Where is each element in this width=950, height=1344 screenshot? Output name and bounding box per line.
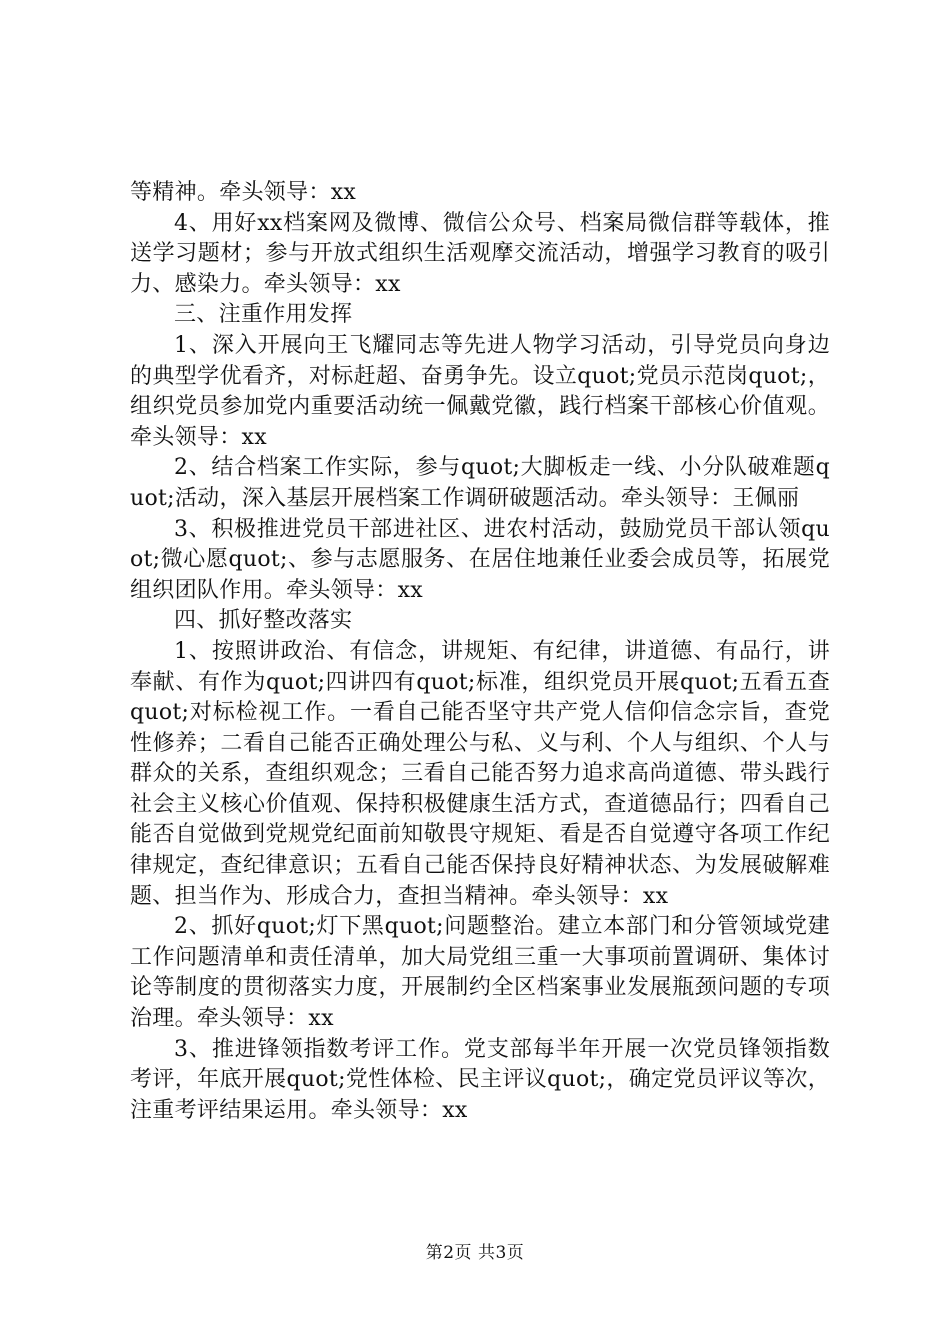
section-heading-3: 三、注重作用发挥 [174, 302, 353, 328]
paragraph-item-3-1: 1、深入开展向王飞耀同志等先进人物学习活动，引导党员向身边的典型学优看齐，对标赶超、奋勇争先。设立quot;党员示范岗quot;，组织党员参加党内重要活动统一佩戴党徽，践行档案干部核心价值观。牵头领导：xx [130, 332, 830, 450]
paragraph-item-3-2: 2、结合档案工作实际，参与quot;大脚板走一线、小分队破难题quot;活动，深入基层开展档案工作调研破题活动。牵头领导：王佩丽 [130, 455, 830, 511]
paragraph-item-4-2: 2、抓好quot;灯下黑quot;问题整治。建立本部门和分管领域党建工作问题清单和责任清单，加大局党组三重一大事项前置调研、集体讨论等制度的贯彻落实力度，开展制约全区档案事业发展瓶颈问题的专项治理。牵头领导：xx [130, 914, 830, 1032]
paragraph-item-4-1: 1、按照讲政治、有信念，讲规矩、有纪律，讲道德、有品行，讲奉献、有作为quot;四讲四有quot;标准，组织党员开展quot;五看五查quot;对标检视工作。一看自己能否坚守共产党人信仰信念宗旨，查党性修养；二看自己能否正确处理公与私、义与利、个人与组织、个人与群众的关系，查组织观念；三看自己能否努力追求高尚道德、带头践行社会主义核心价值观、保持积极健康生活方式，查道德品行；四看自己能否自觉做到党规党纪面前知敬畏守规矩、看是否自觉遵守各项工作纪律规定，查纪律意识；五看自己能否保持良好精神状态、为发展破解难题、担当作为、形成合力，查担当精神。牵头领导：xx [130, 638, 830, 909]
section-heading-4: 四、抓好整改落实 [174, 608, 353, 634]
paragraph-continuation: 等精神。牵头领导：xx [130, 180, 357, 205]
paragraph-item-4-3: 3、推进锋领指数考评工作。党支部每半年开展一次党员锋领指数考评，年底开展quot;党性体检、民主评议quot;，确定党员评议等次，注重考评结果运用。牵头领导：xx [130, 1036, 830, 1123]
document-body [130, 178, 830, 1126]
paragraph-item-4: 4、用好xx档案网及微博、微信公众号、档案局微信群等载体，推送学习题材；参与开放式组织生活观摩交流活动，增强学习教育的吸引力、感染力。牵头领导：xx [130, 210, 830, 297]
page-number-footer: 第2页 共3页 [425, 1243, 525, 1263]
paragraph-item-3-3: 3、积极推进党员干部进社区、进农村活动，鼓励党员干部认领quot;微心愿quot;、参与志愿服务、在居住地兼任业委会成员等，拓展党组织团队作用。牵头领导：xx [130, 516, 830, 603]
